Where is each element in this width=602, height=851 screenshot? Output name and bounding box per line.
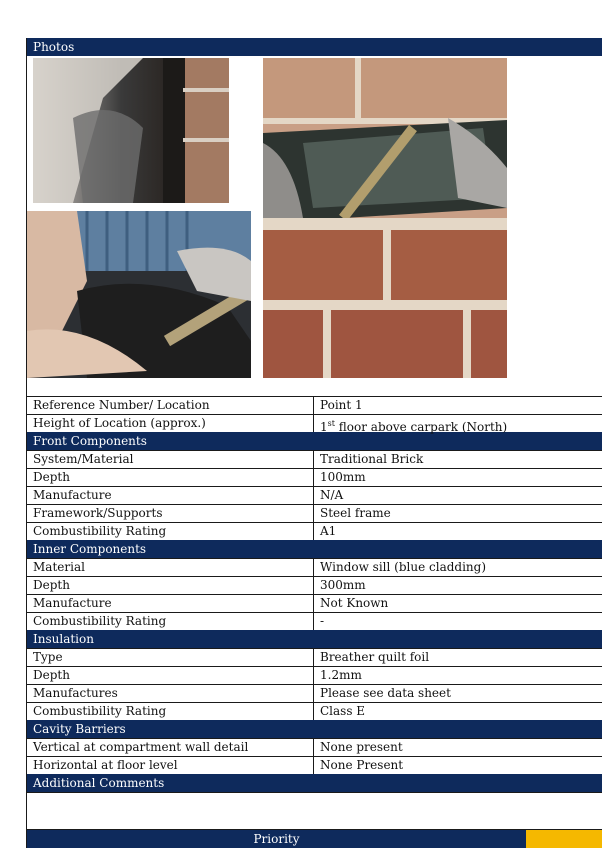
priority-bar [27,830,602,848]
field-value: Please see data sheet [320,686,451,700]
field-value: - [320,614,325,628]
field-label: Depth [27,667,314,684]
section-header-front: Front Components [27,432,602,450]
table-row [27,756,602,774]
table-row [27,702,602,720]
section-header-photos: Photos [27,38,602,56]
field-value: Steel frame [320,506,391,520]
table-row [27,612,602,630]
priority-swatch [526,830,602,848]
field-label: Manufacture [27,595,314,612]
photo-blue-cladding [27,211,251,378]
photo-brick-opening [263,58,507,378]
field-value: N/A [320,488,344,502]
field-label: Material [27,559,314,576]
table-row [27,522,602,540]
table-row [27,738,602,756]
value-height: 1st floor above carpark (North) [320,419,508,434]
field-value: A1 [320,524,337,538]
field-label: Manufacture [27,487,314,504]
table-row [27,666,602,684]
field-label: Combustibility Rating [27,523,314,540]
survey-sheet [26,38,602,848]
label-height: Height of Location (approx.) [27,415,314,432]
field-value: Not Known [320,596,389,610]
table-row [27,504,602,522]
field-value: 100mm [320,470,366,484]
section-header-cavity: Cavity Barriers [27,720,602,738]
field-label: Vertical at compartment wall detail [27,739,314,756]
field-value: 1.2mm [320,668,362,682]
table-row [27,558,602,576]
field-label: Depth [27,577,314,594]
field-value: Window sill (blue cladding) [320,560,487,574]
field-value: Class E [320,704,366,718]
table-row [27,468,602,486]
row-reference [27,396,602,414]
field-label: Depth [27,469,314,486]
field-label: Horizontal at floor level [27,757,314,774]
value-reference: Point 1 [320,398,363,412]
table-row [27,486,602,504]
section-header-inner: Inner Components [27,540,602,558]
section-header-comments: Additional Comments [27,774,602,792]
table-row [27,450,602,468]
field-value: None Present [320,758,404,772]
photo-cavity-foil [33,58,229,203]
field-value: 300mm [320,578,366,592]
table-row [27,576,602,594]
field-label: Type [27,649,314,666]
field-value: Traditional Brick [320,452,424,466]
field-label: Combustibility Rating [27,613,314,630]
comments-area [27,792,602,830]
field-label: System/Material [27,451,314,468]
label-reference: Reference Number/ Location [27,397,314,414]
field-value: Breather quilt foil [320,650,430,664]
table-row [27,684,602,702]
field-label: Framework/Supports [27,505,314,522]
section-header-insulation: Insulation [27,630,602,648]
table-row [27,648,602,666]
field-label: Manufactures [27,685,314,702]
priority-label: Priority [27,830,526,848]
field-value: None present [320,740,403,754]
table-row [27,594,602,612]
photos-panel [27,56,602,396]
field-label: Combustibility Rating [27,703,314,720]
row-height [27,414,602,432]
